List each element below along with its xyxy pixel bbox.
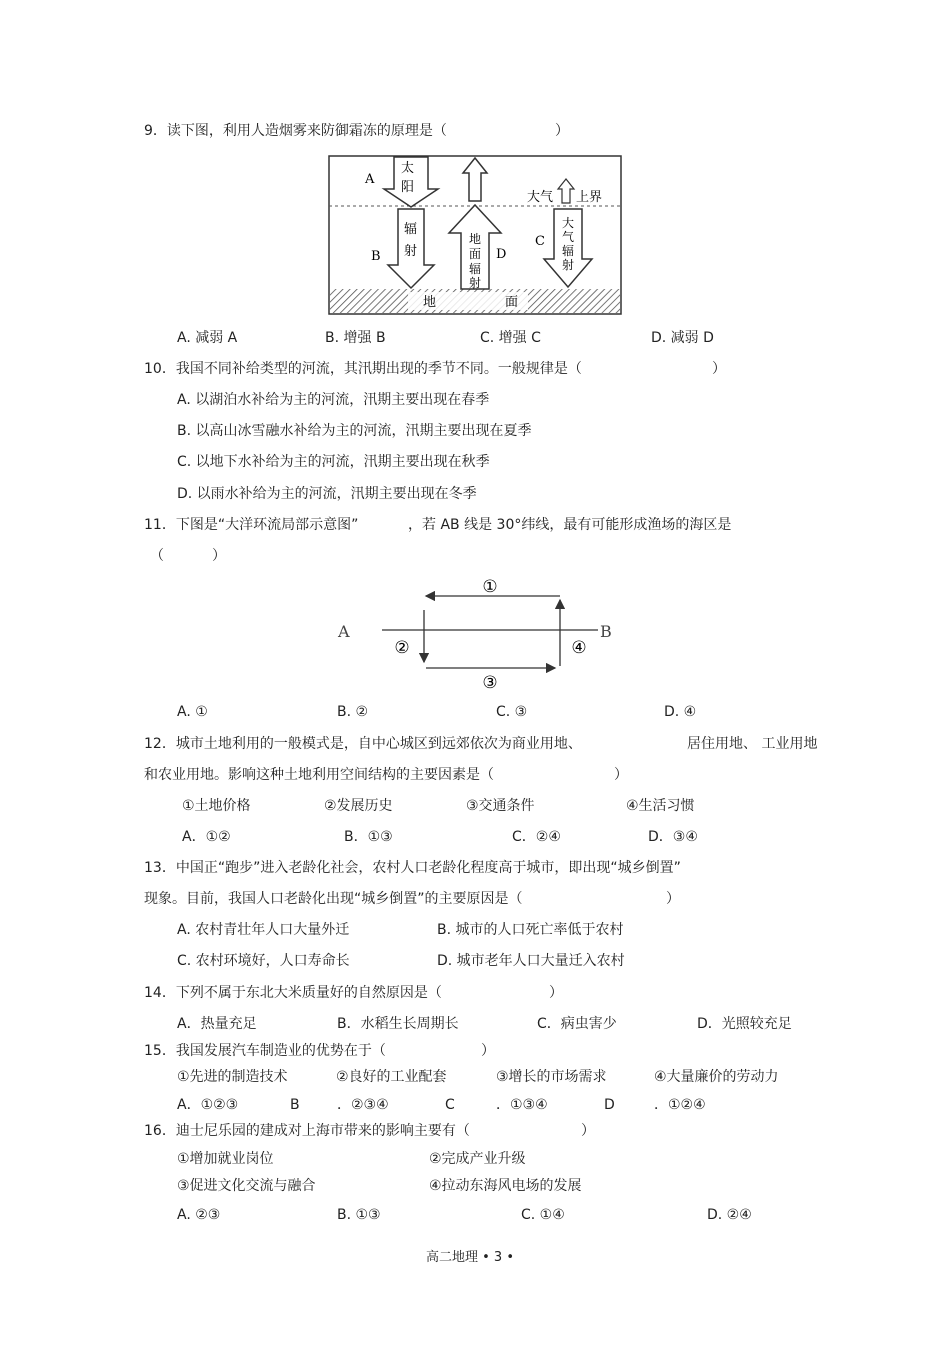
label-current-3: ③ <box>482 673 498 693</box>
q13-stem-close: ） <box>666 891 680 907</box>
q15-option-c-letter: C <box>445 1097 455 1113</box>
q14-option-a: A．热量充足 <box>177 1016 257 1032</box>
label-B: B <box>600 622 612 641</box>
q12-item-3: ③交通条件 <box>466 798 535 814</box>
q13-option-d: D. 城市老年人口大量迁入农村 <box>437 953 625 969</box>
label-B: B <box>371 249 381 264</box>
page-footer: 高二地理 • 3 • <box>426 1250 515 1265</box>
q16-item-4: ④拉动东海风电场的发展 <box>429 1178 582 1194</box>
q14-stem-close: ） <box>549 985 563 1001</box>
q12-stem-close: ） <box>614 767 628 783</box>
q16-item-1: ①增加就业岗位 <box>177 1151 274 1167</box>
q13-stem-a: 13．中国正“跑步”进入老龄化社会，农村人口老龄化程度高于城市，即出现“城乡倒置” <box>144 860 681 876</box>
label-atm-rad-1: 大 <box>562 216 575 230</box>
q13-option-b: B. 城市的人口死亡率低于农村 <box>437 922 624 938</box>
label-upper-boundary-2: 上界 <box>576 190 603 205</box>
q10-option-d: D. 以雨水补给为主的河流，汛期主要出现在冬季 <box>177 486 477 502</box>
label-atm-rad-3: 辐 <box>562 244 575 258</box>
q11-stem-a: 11．下图是“大洋环流局部示意图” <box>144 517 359 533</box>
label-A: A <box>338 622 350 641</box>
q11-option-c: C. ③ <box>496 704 528 720</box>
label-ground-rad-2: 面 <box>469 247 482 261</box>
q15-option-a: A．①②③ <box>177 1097 239 1113</box>
q16-option-c: C. ①④ <box>521 1207 565 1223</box>
q11-stem-b: ，若 AB 线是 30°纬线，最有可能形成渔场的海区是 <box>408 517 732 533</box>
q10-option-a: A. 以湖泊水补给为主的河流，汛期主要出现在春季 <box>177 392 490 408</box>
q15-option-c-text: ．①③④ <box>496 1097 548 1113</box>
q13-stem-b: 现象。目前，我国人口老龄化出现“城乡倒置”的主要原因是（ <box>144 891 523 907</box>
label-D: D <box>496 247 507 262</box>
label-ground-1: 地 <box>423 295 437 310</box>
q15-option-b-letter: B <box>290 1097 300 1113</box>
q11-paren-close: ） <box>212 548 226 564</box>
label-ground-2: 面 <box>505 295 519 310</box>
label-radiation-2: 射 <box>404 244 418 259</box>
q16-option-a: A. ②③ <box>177 1207 221 1223</box>
q9-option-d: D. 减弱 D <box>651 330 714 346</box>
label-sun-bottom: 阳 <box>401 180 415 195</box>
q15-item-2: ②良好的工业配套 <box>336 1069 447 1085</box>
q15-stem-close: ） <box>481 1043 495 1059</box>
q14-option-b: B．水稻生长周期长 <box>337 1016 459 1032</box>
q15-option-d-letter: D <box>604 1097 615 1113</box>
label-ground-rad-4: 射 <box>469 276 482 290</box>
q16-item-2: ②完成产业升级 <box>429 1151 526 1167</box>
q12-option-a: A．①② <box>182 829 231 845</box>
q12-stem-a: 12．城市土地利用的一般模式是，自中心城区到远郊依次为商业用地、 <box>144 736 582 752</box>
q15-item-4: ④大量廉价的劳动力 <box>654 1069 779 1085</box>
q10-option-c: C. 以地下水补给为主的河流，汛期主要出现在秋季 <box>177 454 490 470</box>
q12-item-4: ④生活习惯 <box>626 798 695 814</box>
q16-item-3: ③促进文化交流与融合 <box>177 1178 316 1194</box>
q15-option-b-text: ．②③④ <box>337 1097 389 1113</box>
q12-stem-b: 居住用地、 工业用地 <box>687 736 818 752</box>
ocean-circulation-diagram <box>330 572 630 694</box>
q13-option-c: C. 农村环境好，人口寿命长 <box>177 953 350 969</box>
q10-stem-close: ） <box>712 361 726 377</box>
q9-option-a: A. 减弱 A <box>177 330 238 346</box>
q9-option-c: C. 增强 C <box>480 330 541 346</box>
label-A: A <box>365 172 375 187</box>
atmosphere-radiation-diagram <box>328 155 622 315</box>
q10-stem: 10．我国不同补给类型的河流，其汛期出现的季节不同。一般规律是（ <box>144 361 582 377</box>
q14-stem: 14．下列不属于东北大米质量好的自然原因是（ <box>144 985 442 1001</box>
q13-option-a: A. 农村青壮年人口大量外迁 <box>177 922 350 938</box>
label-current-1: ① <box>482 577 498 597</box>
q15-item-1: ①先进的制造技术 <box>177 1069 288 1085</box>
label-atm-rad-4: 射 <box>562 258 575 272</box>
label-ground-rad-1: 地 <box>469 232 482 246</box>
q9-stem: 9．读下图，利用人造烟雾来防御霜冻的原理是（ <box>144 123 447 139</box>
label-C: C <box>535 234 545 249</box>
label-atm-rad-2: 气 <box>562 230 575 244</box>
label-radiation-1: 辐 <box>404 222 418 237</box>
q14-option-d: D．光照较充足 <box>697 1016 792 1032</box>
q12-option-d: D．③④ <box>648 829 698 845</box>
q12-item-1: ①土地价格 <box>182 798 251 814</box>
q12-stem-c: 和农业用地。影响这种土地利用空间结构的主要因素是（ <box>144 767 494 783</box>
q15-stem: 15．我国发展汽车制造业的优势在于（ <box>144 1043 386 1059</box>
q16-stem: 16．迪士尼乐园的建成对上海市带来的影响主要有（ <box>144 1123 470 1139</box>
q15-item-3: ③增长的市场需求 <box>496 1069 607 1085</box>
q16-option-b: B. ①③ <box>337 1207 381 1223</box>
label-sun-top: 太 <box>401 161 415 176</box>
q12-item-2: ②发展历史 <box>324 798 393 814</box>
label-current-2: ② <box>394 638 410 658</box>
label-current-4: ④ <box>571 638 587 658</box>
q16-option-d: D. ②④ <box>707 1207 752 1223</box>
q12-option-b: B．①③ <box>344 829 393 845</box>
q10-option-b: B. 以高山冰雪融水补给为主的河流，汛期主要出现在夏季 <box>177 423 532 439</box>
q14-option-c: C．病虫害少 <box>537 1016 617 1032</box>
q9-option-b: B. 增强 B <box>325 330 386 346</box>
q15-option-d-text: ．①②④ <box>654 1097 706 1113</box>
q11-option-d: D. ④ <box>664 704 697 720</box>
label-ground-rad-3: 辐 <box>469 262 482 276</box>
q11-option-b: B. ② <box>337 704 369 720</box>
q11-option-a: A. ① <box>177 704 208 720</box>
q11-paren-open: （ <box>150 548 164 564</box>
label-upper-boundary: 大气 <box>527 190 554 205</box>
q9-stem-close: ） <box>555 123 569 139</box>
q12-option-c: C．②④ <box>512 829 561 845</box>
q16-stem-close: ） <box>581 1123 595 1139</box>
